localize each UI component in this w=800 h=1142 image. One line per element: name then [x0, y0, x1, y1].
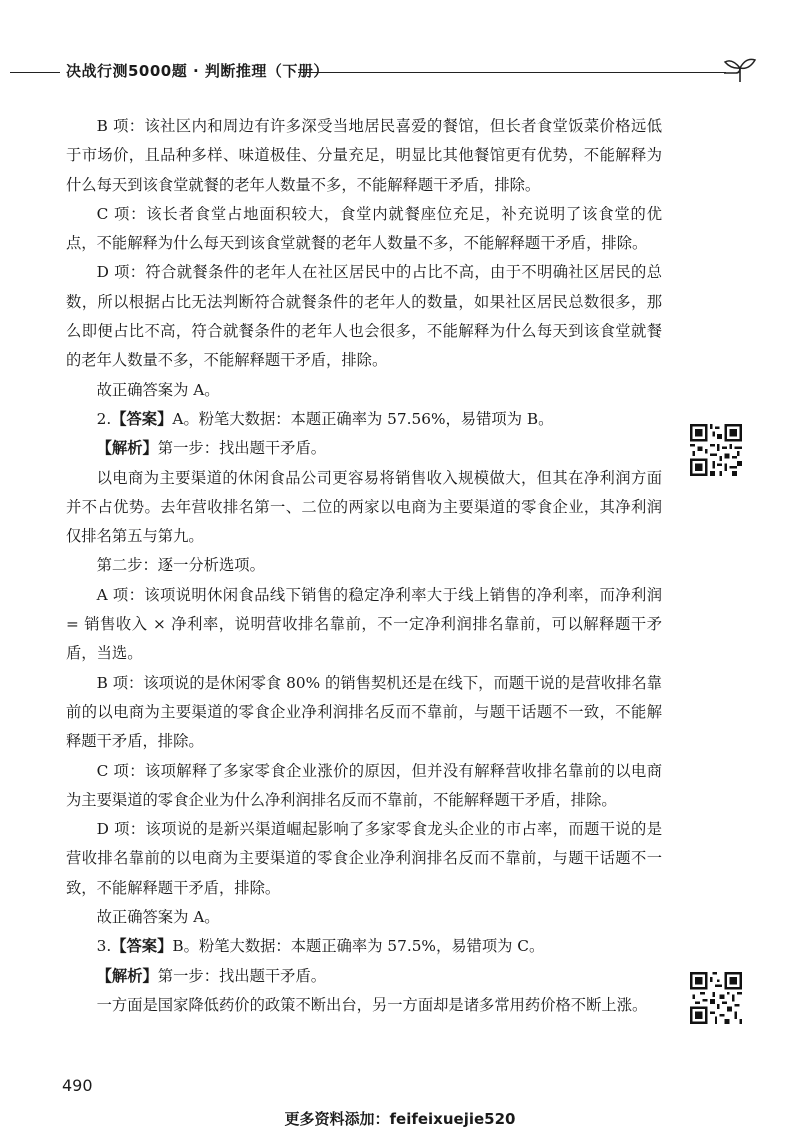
paragraph-stem: 以电商为主要渠道的休闲食品公司更容易将销售收入规模做大，但其在净利润方面并不占优势。去年营收排名第一、二位的两家以电商为主要渠道的零食企业，其净利润仅排名第五与第九。 — [66, 468, 662, 546]
answer-tag: 【答案】 — [111, 409, 173, 428]
paragraph-stem: 一方面是国家降低药价的政策不断出台，另一方面却是诸多常用药价格不断上涨。 — [96, 995, 648, 1014]
footer-note: 更多资料添加：feifeixuejie520 — [284, 1110, 516, 1128]
question-2-analysis — [66, 434, 662, 463]
header-rule-right — [298, 72, 726, 73]
header-rule-left — [10, 72, 60, 73]
book-title: 决战行测5000题 · 判断推理（下册） — [66, 62, 329, 80]
question-number: 3. — [96, 937, 112, 956]
paragraph-conclusion: 故正确答案为 A。 — [96, 380, 220, 399]
paragraph-option-b: B 项：该社区内和周边有许多深受当地居民喜爱的餐馆，但长者食堂饭菜价格远低于市场价，且品种多样、味道极佳、分量充足，明显比其他餐馆更有优势，不能解释为什么每天到该食堂就餐的老年人数量不多，不能解释题干矛盾，排除。 — [66, 117, 662, 194]
analysis-tag: 【解析】 — [96, 439, 158, 458]
paragraph-conclusion: 故正确答案为 A。 — [96, 908, 220, 927]
question-number: 2. — [96, 409, 112, 428]
answer-text: A。粉笔大数据：本题正确率为 57.56%，易错项为 B。 — [172, 409, 554, 428]
paragraph-option-d: D 项：该项说的是新兴渠道崛起影响了多家零食龙头企业的市占率，而题干说的是营收排名靠前的以电商为主要渠道的零食企业净利润排名反而不靠前，与题干话题不一致，不能解释题干矛盾，排除。 — [66, 820, 662, 897]
paragraph-option-c: C 项：该项解释了多家零食企业涨价的原因，但并没有解释营收排名靠前的以电商为主要渠道的零食企业为什么净利润排名反而不靠前，不能解释题干矛盾，排除。 — [66, 761, 662, 809]
sprout-icon — [722, 56, 762, 84]
page-body — [66, 112, 662, 1020]
paragraph-option-b: B 项：该项说的是休闲零食 80% 的销售契机还是在线下，而题干说的是营收排名靠前的以电商为主要渠道的零食企业净利润排名反而不靠前，与题干话题不一致，不能解释题干矛盾，排除。 — [66, 673, 662, 751]
answer-tag: 【答案】 — [111, 937, 173, 956]
paragraph-option-c: C 项：该长者食堂占地面积较大，食堂内就餐座位充足，补充说明了该食堂的优点，不能解释为什么每天到该食堂就餐的老年人数量不多，不能解释题干矛盾，排除。 — [66, 204, 662, 253]
question-3-analysis — [66, 962, 662, 991]
paragraph-option-a: A 项：该项说明休闲食品线下销售的稳定净利率大于线上销售的净利率，而净利润 = 销售收入 × 净利率，说明营收排名靠前，不一定净利润排名靠前，可以解释题干矛盾，当选。 — [66, 585, 662, 663]
analysis-step: 第一步：找出题干矛盾。 — [157, 439, 327, 458]
analysis-step: 第一步：找出题干矛盾。 — [157, 966, 327, 985]
page-number: 490 — [62, 1076, 93, 1095]
question-2-answer — [66, 405, 662, 434]
qr-code-icon[interactable] — [690, 972, 742, 1024]
page-header — [0, 56, 800, 86]
question-3-answer — [66, 932, 662, 961]
paragraph-option-d: D 项：符合就餐条件的老年人在社区居民中的占比不高，由于不明确社区居民的总数，所以根据占比无法判断符合就餐条件的老年人的数量，如果社区居民总数很多，那么即便占比不高，符合就餐条件的老年人也会很多，不能解释为什么每天到该食堂就餐的老年人数量不多，不能解释题干矛盾，排除。 — [66, 263, 662, 370]
answer-text: B。粉笔大数据：本题正确率为 57.5%，易错项为 C。 — [172, 937, 545, 956]
paragraph-step-2: 第二步：逐一分析选项。 — [96, 556, 265, 575]
analysis-tag: 【解析】 — [96, 966, 158, 985]
qr-code-icon[interactable] — [690, 424, 742, 476]
